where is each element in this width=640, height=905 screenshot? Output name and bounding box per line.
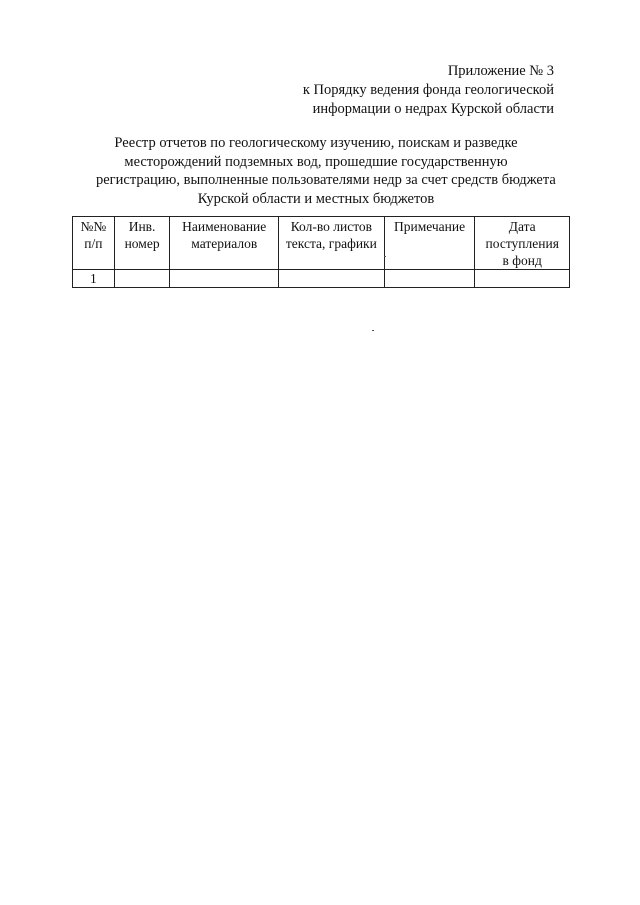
title-line-4: Курской области и местных бюджетов bbox=[197, 190, 435, 207]
cell-receipt-date bbox=[475, 270, 570, 288]
document-title bbox=[96, 134, 556, 208]
appendix-reference: к Порядку ведения фонда геологической bbox=[302, 82, 554, 98]
cell-number: 1 bbox=[73, 270, 115, 288]
title-line-1: Реестр отчетов по геологическому изучению, поискам и разведке bbox=[114, 135, 518, 151]
header-number: №№ п/п bbox=[73, 217, 115, 270]
header-sheet-count: Кол-во листов текста, графики bbox=[279, 217, 385, 270]
title-line-2: месторождений подземных вод, прошедшие государственную bbox=[124, 153, 508, 170]
cell-sheet-count bbox=[279, 270, 385, 288]
table-row bbox=[73, 270, 570, 288]
header-material-name: Наименование материалов bbox=[170, 217, 279, 270]
scan-speck bbox=[372, 330, 374, 331]
cell-material-name bbox=[170, 270, 279, 288]
cell-note bbox=[384, 270, 475, 288]
scan-speck bbox=[384, 256, 386, 257]
registry-table bbox=[72, 216, 570, 288]
cell-inventory-number bbox=[114, 270, 170, 288]
appendix-number: Приложение № 3 bbox=[447, 63, 554, 79]
header-inventory-number: Инв. номер bbox=[114, 217, 170, 270]
appendix-reference-cont: информации о недрах Курской области bbox=[312, 101, 554, 117]
header-note: Примечание bbox=[384, 217, 475, 270]
appendix-header bbox=[303, 62, 554, 119]
table-header-row bbox=[73, 217, 570, 270]
title-line-3: регистрацию, выполненные пользователями недр за счет средств бюджета bbox=[96, 172, 556, 188]
header-receipt-date: Дата поступления в фонд bbox=[475, 217, 570, 270]
